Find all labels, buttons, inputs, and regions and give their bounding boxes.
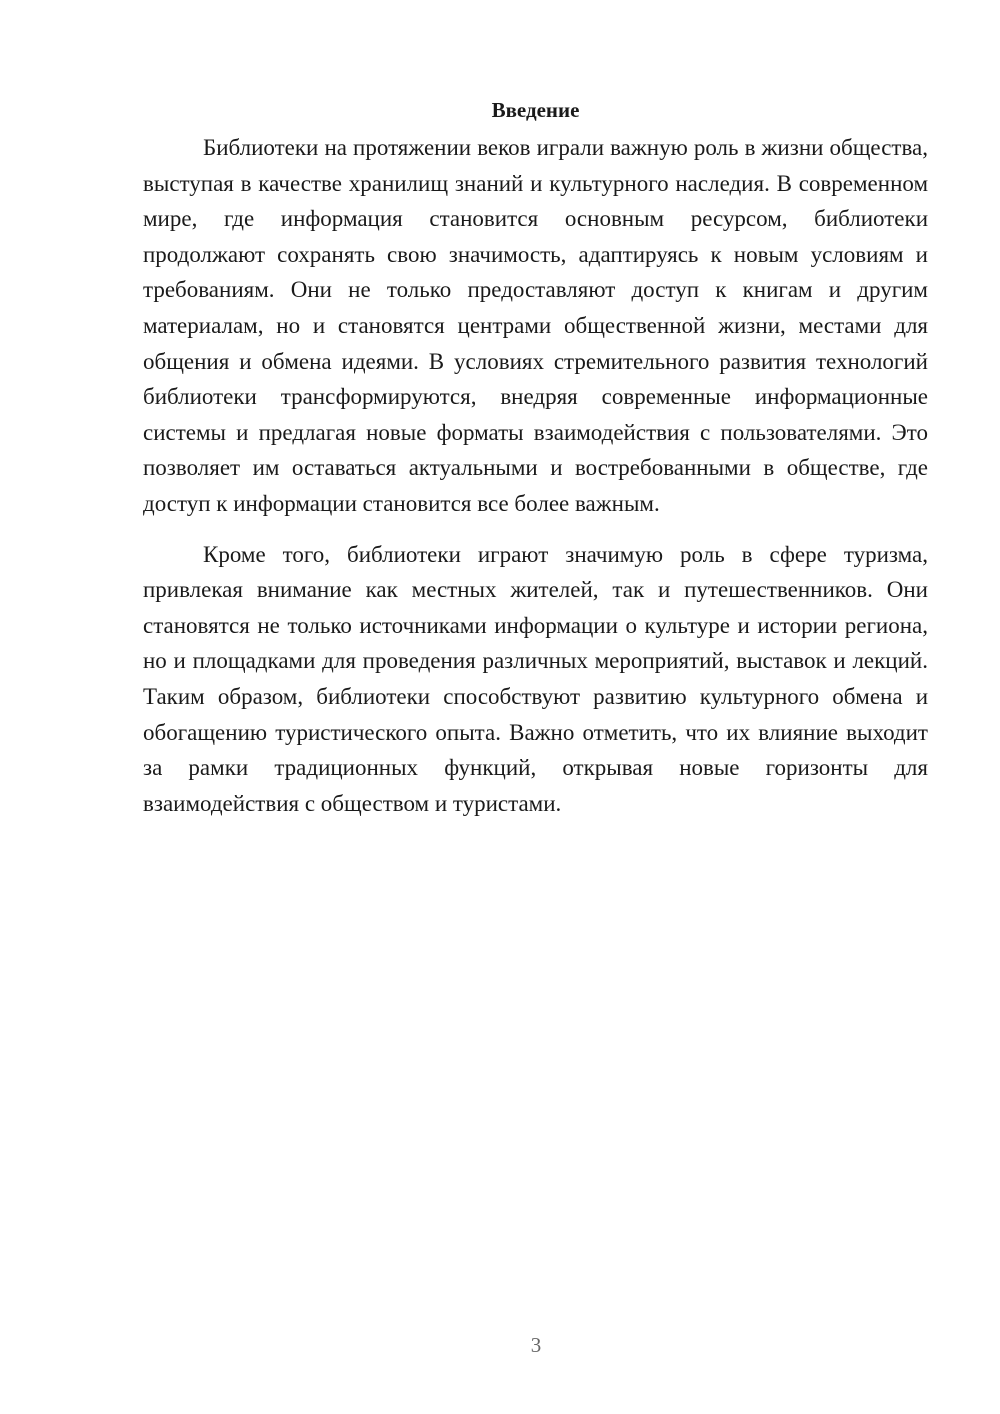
section-heading: Введение	[491, 98, 580, 122]
page-content	[143, 92, 928, 821]
paragraph-2: Кроме того, библиотеки играют значимую роль в сфере туризма, привлекая внимание как местных жителей, так и путешественников. Они становятся не только источниками информации о культуре и истории региона, но и площадками для проведения различных мероприятий, выставок и лекций. Таким образом, библиотеки способствуют развитию культурного обмена и обогащению туристического опыта. Важно отметить, что их влияние выходит за рамки традиционных функций, открывая новые горизонты для взаимодействия с обществом и туристами.	[143, 541, 928, 816]
paragraph-1: Библиотеки на протяжении веков играли важную роль в жизни общества, выступая в качестве хранилищ знаний и культурного наследия. В современном мире, где информация становится основным ресурсом, библиотеки продолжают сохранять свою значимость, адаптируясь к новым условиям и требованиям. Они не только предоставляют доступ к книгам и другим материалам, но и становятся центрами общественной жизни, местами для общения и обмена идеями. В условиях стремительного развития технологий библиотеки трансформируются, внедряя современные информационные системы и предлагая новые форматы взаимодействия с пользователями. Это позволяет им оставаться актуальными и востребованными в обществе, где доступ к информации становится все более важным.	[143, 135, 928, 516]
page-number: 3	[530, 1333, 542, 1357]
